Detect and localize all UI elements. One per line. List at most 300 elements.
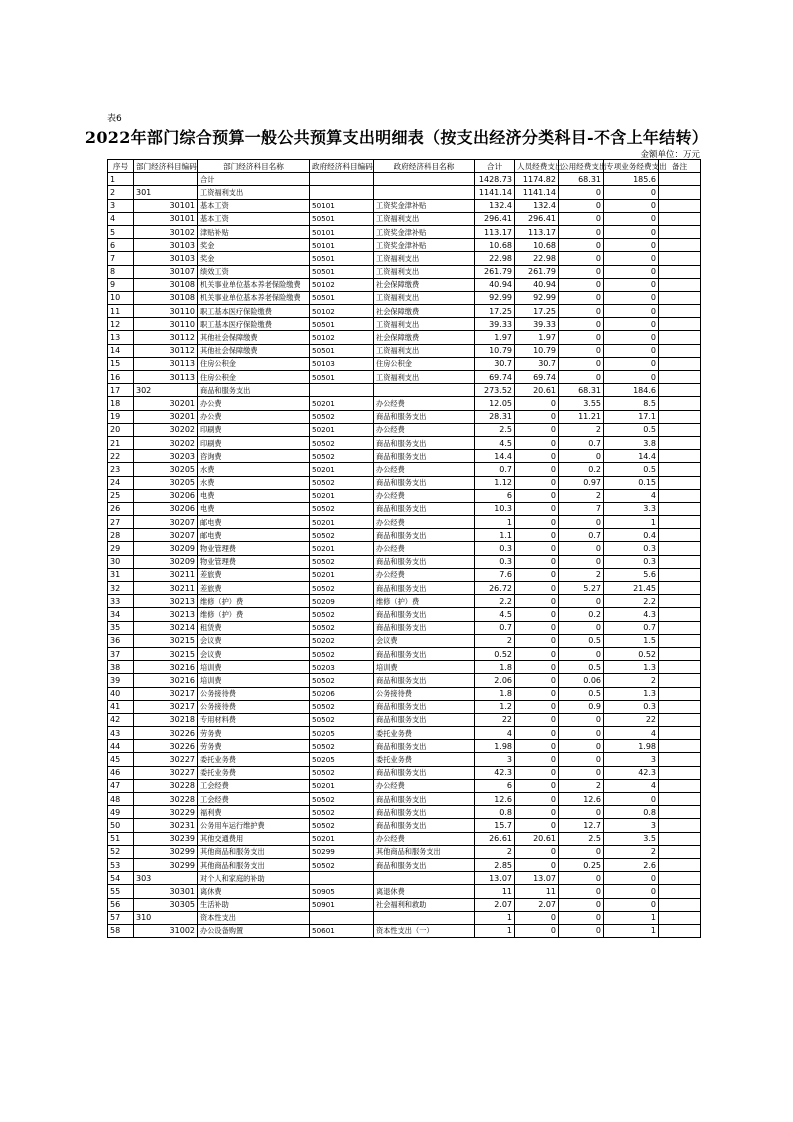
dept-name-cell: 水费 bbox=[198, 476, 310, 489]
remark-cell bbox=[659, 489, 701, 502]
gov-name-cell: 社会保障缴费 bbox=[374, 278, 475, 291]
dept-code-cell: 30101 bbox=[134, 199, 198, 212]
remark-cell bbox=[659, 740, 701, 753]
remark-cell bbox=[659, 357, 701, 370]
dept-code-cell: 30108 bbox=[134, 291, 198, 304]
seq-cell: 2 bbox=[108, 186, 134, 199]
public-cell: 0 bbox=[559, 450, 604, 463]
gov-name-cell: 商品和服务支出 bbox=[374, 674, 475, 687]
gov-code-cell: 50201 bbox=[310, 463, 374, 476]
table-row bbox=[108, 423, 701, 436]
gov-name-cell: 培训费 bbox=[374, 661, 475, 674]
personnel-cell: 0 bbox=[515, 700, 559, 713]
special-cell: 0 bbox=[604, 344, 659, 357]
table-row bbox=[108, 225, 701, 238]
public-cell: 3.55 bbox=[559, 397, 604, 410]
total-cell: 15.7 bbox=[475, 819, 515, 832]
total-cell: 2.2 bbox=[475, 595, 515, 608]
table-row bbox=[108, 410, 701, 423]
gov-code-cell: 50102 bbox=[310, 305, 374, 318]
gov-code-cell: 50501 bbox=[310, 344, 374, 357]
dept-code-cell: 30226 bbox=[134, 740, 198, 753]
dept-name-cell: 邮电费 bbox=[198, 516, 310, 529]
table-row bbox=[108, 186, 701, 199]
table-row bbox=[108, 265, 701, 278]
remark-cell bbox=[659, 858, 701, 871]
gov-code-cell bbox=[310, 173, 374, 186]
seq-cell: 37 bbox=[108, 647, 134, 660]
dept-code-cell: 30107 bbox=[134, 265, 198, 278]
special-cell: 0 bbox=[604, 186, 659, 199]
seq-cell: 7 bbox=[108, 252, 134, 265]
gov-code-cell: 50501 bbox=[310, 265, 374, 278]
total-cell: 132.4 bbox=[475, 199, 515, 212]
gov-name-cell: 商品和服务支出 bbox=[374, 713, 475, 726]
table-row bbox=[108, 291, 701, 304]
remark-cell bbox=[659, 516, 701, 529]
table-row bbox=[108, 318, 701, 331]
dept-name-cell: 办公费 bbox=[198, 410, 310, 423]
gov-code-cell: 50502 bbox=[310, 647, 374, 660]
gov-name-cell: 会议费 bbox=[374, 634, 475, 647]
table-row bbox=[108, 582, 701, 595]
gov-name-cell bbox=[374, 173, 475, 186]
dept-code-cell: 30101 bbox=[134, 212, 198, 225]
special-cell: 8.5 bbox=[604, 397, 659, 410]
dept-name-cell: 培训费 bbox=[198, 674, 310, 687]
dept-code-cell: 30103 bbox=[134, 239, 198, 252]
table-row bbox=[108, 898, 701, 911]
dept-code-cell: 30211 bbox=[134, 582, 198, 595]
table-row bbox=[108, 555, 701, 568]
personnel-cell: 0 bbox=[515, 674, 559, 687]
public-cell: 0.06 bbox=[559, 674, 604, 687]
gov-code-cell: 50101 bbox=[310, 225, 374, 238]
dept-name-cell: 物业管理费 bbox=[198, 542, 310, 555]
special-cell: 0 bbox=[604, 252, 659, 265]
personnel-cell: 0 bbox=[515, 476, 559, 489]
special-cell: 1 bbox=[604, 516, 659, 529]
public-cell: 0 bbox=[559, 344, 604, 357]
dept-code-cell: 30227 bbox=[134, 753, 198, 766]
remark-cell bbox=[659, 885, 701, 898]
total-cell: 1.1 bbox=[475, 529, 515, 542]
gov-code-cell bbox=[310, 911, 374, 924]
public-cell: 0.7 bbox=[559, 436, 604, 449]
table-row bbox=[108, 489, 701, 502]
personnel-cell: 0 bbox=[515, 555, 559, 568]
seq-cell: 21 bbox=[108, 436, 134, 449]
public-cell: 0 bbox=[559, 753, 604, 766]
table-row bbox=[108, 608, 701, 621]
remark-cell bbox=[659, 423, 701, 436]
remark-cell bbox=[659, 239, 701, 252]
gov-code-cell: 50201 bbox=[310, 568, 374, 581]
public-cell: 0 bbox=[559, 595, 604, 608]
gov-code-cell: 50502 bbox=[310, 700, 374, 713]
personnel-cell: 0 bbox=[515, 502, 559, 515]
public-cell: 0 bbox=[559, 331, 604, 344]
remark-cell bbox=[659, 225, 701, 238]
personnel-cell: 0 bbox=[515, 595, 559, 608]
gov-name-cell: 工资福利支出 bbox=[374, 212, 475, 225]
total-cell: 22.98 bbox=[475, 252, 515, 265]
special-cell: 0.52 bbox=[604, 647, 659, 660]
seq-cell: 20 bbox=[108, 423, 134, 436]
gov-code-cell: 50101 bbox=[310, 199, 374, 212]
special-cell: 2.6 bbox=[604, 858, 659, 871]
remark-cell bbox=[659, 634, 701, 647]
public-cell: 0 bbox=[559, 621, 604, 634]
seq-cell: 34 bbox=[108, 608, 134, 621]
public-cell: 2 bbox=[559, 568, 604, 581]
remark-cell bbox=[659, 819, 701, 832]
public-cell: 68.31 bbox=[559, 173, 604, 186]
gov-code-cell: 50205 bbox=[310, 753, 374, 766]
col-header-remark: 备注 bbox=[659, 160, 701, 173]
dept-code-cell: 30211 bbox=[134, 568, 198, 581]
public-cell: 0.2 bbox=[559, 608, 604, 621]
personnel-cell: 0 bbox=[515, 806, 559, 819]
dept-code-cell: 30206 bbox=[134, 502, 198, 515]
gov-code-cell: 50502 bbox=[310, 621, 374, 634]
gov-code-cell: 50201 bbox=[310, 779, 374, 792]
special-cell: 5.6 bbox=[604, 568, 659, 581]
budget-detail-table bbox=[107, 159, 701, 938]
remark-cell bbox=[659, 265, 701, 278]
seq-cell: 5 bbox=[108, 225, 134, 238]
gov-name-cell bbox=[374, 186, 475, 199]
dept-name-cell: 办公设备购置 bbox=[198, 924, 310, 937]
remark-cell bbox=[659, 173, 701, 186]
seq-cell: 24 bbox=[108, 476, 134, 489]
total-cell: 6 bbox=[475, 779, 515, 792]
total-cell: 1428.73 bbox=[475, 173, 515, 186]
special-cell: 184.6 bbox=[604, 384, 659, 397]
remark-cell bbox=[659, 911, 701, 924]
dept-name-cell: 培训费 bbox=[198, 661, 310, 674]
seq-cell: 54 bbox=[108, 872, 134, 885]
remark-cell bbox=[659, 199, 701, 212]
gov-code-cell: 50103 bbox=[310, 357, 374, 370]
total-cell: 0.7 bbox=[475, 621, 515, 634]
remark-cell bbox=[659, 898, 701, 911]
gov-code-cell: 50501 bbox=[310, 291, 374, 304]
remark-cell bbox=[659, 450, 701, 463]
col-header-public: 公用经费支出 bbox=[559, 160, 604, 173]
dept-code-cell: 30216 bbox=[134, 661, 198, 674]
public-cell: 2 bbox=[559, 779, 604, 792]
table-row bbox=[108, 779, 701, 792]
total-cell: 1 bbox=[475, 516, 515, 529]
remark-cell bbox=[659, 779, 701, 792]
table-row bbox=[108, 647, 701, 660]
personnel-cell: 17.25 bbox=[515, 305, 559, 318]
dept-code-cell: 30203 bbox=[134, 450, 198, 463]
seq-cell: 31 bbox=[108, 568, 134, 581]
public-cell: 0 bbox=[559, 898, 604, 911]
table-row bbox=[108, 305, 701, 318]
dept-name-cell: 工会经费 bbox=[198, 779, 310, 792]
gov-name-cell: 办公经费 bbox=[374, 423, 475, 436]
gov-code-cell: 50502 bbox=[310, 674, 374, 687]
public-cell: 0 bbox=[559, 555, 604, 568]
total-cell: 17.25 bbox=[475, 305, 515, 318]
dept-name-cell: 奖金 bbox=[198, 239, 310, 252]
dept-name-cell: 公务用车运行维护费 bbox=[198, 819, 310, 832]
seq-cell: 11 bbox=[108, 305, 134, 318]
remark-cell bbox=[659, 582, 701, 595]
gov-code-cell: 50502 bbox=[310, 450, 374, 463]
total-cell: 0.8 bbox=[475, 806, 515, 819]
seq-cell: 52 bbox=[108, 845, 134, 858]
dept-code-cell: 30112 bbox=[134, 344, 198, 357]
gov-code-cell: 50101 bbox=[310, 239, 374, 252]
remark-cell bbox=[659, 845, 701, 858]
remark-cell bbox=[659, 529, 701, 542]
public-cell: 68.31 bbox=[559, 384, 604, 397]
remark-cell bbox=[659, 766, 701, 779]
dept-name-cell: 水费 bbox=[198, 463, 310, 476]
personnel-cell: 0 bbox=[515, 845, 559, 858]
gov-code-cell: 50205 bbox=[310, 727, 374, 740]
gov-code-cell: 50502 bbox=[310, 793, 374, 806]
table-row bbox=[108, 661, 701, 674]
dept-code-cell: 30218 bbox=[134, 713, 198, 726]
special-cell: 0.15 bbox=[604, 476, 659, 489]
dept-code-cell: 30202 bbox=[134, 436, 198, 449]
personnel-cell: 0 bbox=[515, 727, 559, 740]
remark-cell bbox=[659, 753, 701, 766]
public-cell: 0 bbox=[559, 199, 604, 212]
remark-cell bbox=[659, 727, 701, 740]
dept-code-cell: 31002 bbox=[134, 924, 198, 937]
total-cell: 4 bbox=[475, 727, 515, 740]
gov-name-cell: 工资奖金津补贴 bbox=[374, 225, 475, 238]
table-row bbox=[108, 819, 701, 832]
total-cell: 1.8 bbox=[475, 661, 515, 674]
remark-cell bbox=[659, 384, 701, 397]
seq-cell: 13 bbox=[108, 331, 134, 344]
remark-cell bbox=[659, 331, 701, 344]
seq-cell: 42 bbox=[108, 713, 134, 726]
gov-name-cell: 商品和服务支出 bbox=[374, 819, 475, 832]
gov-code-cell: 50502 bbox=[310, 436, 374, 449]
dept-code-cell: 30301 bbox=[134, 885, 198, 898]
gov-code-cell: 50201 bbox=[310, 832, 374, 845]
remark-cell bbox=[659, 700, 701, 713]
gov-code-cell: 50299 bbox=[310, 845, 374, 858]
col-header-gov-code: 政府经济科目编码 bbox=[310, 160, 374, 173]
dept-name-cell: 办公费 bbox=[198, 397, 310, 410]
gov-name-cell: 住房公积金 bbox=[374, 357, 475, 370]
special-cell: 0 bbox=[604, 199, 659, 212]
special-cell: 3 bbox=[604, 819, 659, 832]
dept-name-cell: 公务接待费 bbox=[198, 687, 310, 700]
gov-name-cell: 工资奖金津补贴 bbox=[374, 239, 475, 252]
dept-code-cell: 30103 bbox=[134, 252, 198, 265]
special-cell: 0 bbox=[604, 318, 659, 331]
personnel-cell: 0 bbox=[515, 924, 559, 937]
special-cell: 185.6 bbox=[604, 173, 659, 186]
special-cell: 3.3 bbox=[604, 502, 659, 515]
total-cell: 12.05 bbox=[475, 397, 515, 410]
seq-cell: 50 bbox=[108, 819, 134, 832]
total-cell: 1.2 bbox=[475, 700, 515, 713]
remark-cell bbox=[659, 806, 701, 819]
dept-name-cell: 机关事业单位基本养老保险缴费 bbox=[198, 291, 310, 304]
gov-name-cell: 办公经费 bbox=[374, 397, 475, 410]
personnel-cell: 0 bbox=[515, 647, 559, 660]
remark-cell bbox=[659, 568, 701, 581]
table-row bbox=[108, 713, 701, 726]
personnel-cell: 0 bbox=[515, 450, 559, 463]
personnel-cell: 0 bbox=[515, 489, 559, 502]
dept-code-cell: 30209 bbox=[134, 555, 198, 568]
total-cell: 4.5 bbox=[475, 436, 515, 449]
gov-name-cell: 委托业务费 bbox=[374, 753, 475, 766]
dept-name-cell: 其他商品和服务支出 bbox=[198, 845, 310, 858]
dept-name-cell: 维修（护）费 bbox=[198, 595, 310, 608]
public-cell: 2.5 bbox=[559, 832, 604, 845]
table-row bbox=[108, 806, 701, 819]
gov-name-cell: 工资福利支出 bbox=[374, 252, 475, 265]
gov-name-cell: 维修（护）费 bbox=[374, 595, 475, 608]
public-cell: 11.21 bbox=[559, 410, 604, 423]
dept-code-cell: 302 bbox=[134, 384, 198, 397]
personnel-cell: 40.94 bbox=[515, 278, 559, 291]
table-body bbox=[108, 173, 701, 938]
remark-cell bbox=[659, 647, 701, 660]
table-row bbox=[108, 727, 701, 740]
col-header-gov-name: 政府经济科目名称 bbox=[374, 160, 475, 173]
personnel-cell: 132.4 bbox=[515, 199, 559, 212]
table-row bbox=[108, 753, 701, 766]
gov-name-cell: 商品和服务支出 bbox=[374, 700, 475, 713]
total-cell: 1.98 bbox=[475, 740, 515, 753]
gov-code-cell: 50901 bbox=[310, 898, 374, 911]
gov-code-cell: 50201 bbox=[310, 542, 374, 555]
personnel-cell: 261.79 bbox=[515, 265, 559, 278]
col-header-personnel: 人员经费支出 bbox=[515, 160, 559, 173]
public-cell: 0 bbox=[559, 542, 604, 555]
total-cell: 26.61 bbox=[475, 832, 515, 845]
dept-code-cell: 30305 bbox=[134, 898, 198, 911]
special-cell: 4.3 bbox=[604, 608, 659, 621]
gov-code-cell: 50501 bbox=[310, 252, 374, 265]
public-cell: 0 bbox=[559, 806, 604, 819]
total-cell: 39.33 bbox=[475, 318, 515, 331]
dept-name-cell: 差旅费 bbox=[198, 582, 310, 595]
seq-cell: 51 bbox=[108, 832, 134, 845]
table-row bbox=[108, 516, 701, 529]
seq-cell: 39 bbox=[108, 674, 134, 687]
dept-name-cell: 津贴补贴 bbox=[198, 225, 310, 238]
remark-cell bbox=[659, 476, 701, 489]
table-row bbox=[108, 239, 701, 252]
remark-cell bbox=[659, 436, 701, 449]
dept-name-cell: 绩效工资 bbox=[198, 265, 310, 278]
gov-name-cell bbox=[374, 872, 475, 885]
remark-cell bbox=[659, 674, 701, 687]
gov-name-cell: 商品和服务支出 bbox=[374, 806, 475, 819]
public-cell: 0 bbox=[559, 924, 604, 937]
special-cell: 0 bbox=[604, 357, 659, 370]
dept-name-cell: 工资福利支出 bbox=[198, 186, 310, 199]
table-row bbox=[108, 436, 701, 449]
dept-name-cell: 电费 bbox=[198, 489, 310, 502]
special-cell: 0 bbox=[604, 872, 659, 885]
dept-name-cell: 邮电费 bbox=[198, 529, 310, 542]
special-cell: 0.5 bbox=[604, 463, 659, 476]
remark-cell bbox=[659, 463, 701, 476]
dept-name-cell: 合计 bbox=[198, 173, 310, 186]
dept-code-cell: 30207 bbox=[134, 529, 198, 542]
table-row bbox=[108, 384, 701, 397]
seq-cell: 12 bbox=[108, 318, 134, 331]
total-cell: 12.6 bbox=[475, 793, 515, 806]
gov-code-cell: 50502 bbox=[310, 410, 374, 423]
public-cell: 0 bbox=[559, 305, 604, 318]
dept-name-cell: 会议费 bbox=[198, 634, 310, 647]
gov-name-cell: 办公经费 bbox=[374, 568, 475, 581]
special-cell: 0 bbox=[604, 212, 659, 225]
gov-code-cell: 50502 bbox=[310, 713, 374, 726]
total-cell: 28.31 bbox=[475, 410, 515, 423]
public-cell: 0 bbox=[559, 727, 604, 740]
dept-code-cell: 30213 bbox=[134, 608, 198, 621]
dept-code-cell: 30113 bbox=[134, 371, 198, 384]
gov-name-cell: 商品和服务支出 bbox=[374, 555, 475, 568]
gov-name-cell: 商品和服务支出 bbox=[374, 436, 475, 449]
gov-name-cell: 办公经费 bbox=[374, 489, 475, 502]
personnel-cell: 0 bbox=[515, 687, 559, 700]
gov-name-cell: 办公经费 bbox=[374, 516, 475, 529]
total-cell: 10.68 bbox=[475, 239, 515, 252]
public-cell: 0 bbox=[559, 885, 604, 898]
seq-cell: 45 bbox=[108, 753, 134, 766]
gov-code-cell: 50501 bbox=[310, 371, 374, 384]
special-cell: 0 bbox=[604, 265, 659, 278]
public-cell: 5.27 bbox=[559, 582, 604, 595]
table-row bbox=[108, 463, 701, 476]
public-cell: 0.25 bbox=[559, 858, 604, 871]
public-cell: 0.9 bbox=[559, 700, 604, 713]
seq-cell: 26 bbox=[108, 502, 134, 515]
table-row bbox=[108, 199, 701, 212]
total-cell: 1.97 bbox=[475, 331, 515, 344]
seq-cell: 10 bbox=[108, 291, 134, 304]
seq-cell: 29 bbox=[108, 542, 134, 555]
dept-code-cell: 30205 bbox=[134, 463, 198, 476]
total-cell: 2.5 bbox=[475, 423, 515, 436]
total-cell: 2.85 bbox=[475, 858, 515, 871]
dept-name-cell: 专用材料费 bbox=[198, 713, 310, 726]
table-row bbox=[108, 595, 701, 608]
dept-name-cell: 职工基本医疗保险缴费 bbox=[198, 318, 310, 331]
dept-name-cell: 资本性支出 bbox=[198, 911, 310, 924]
seq-cell: 3 bbox=[108, 199, 134, 212]
dept-code-cell: 30239 bbox=[134, 832, 198, 845]
total-cell: 273.52 bbox=[475, 384, 515, 397]
special-cell: 0.3 bbox=[604, 542, 659, 555]
personnel-cell: 0 bbox=[515, 397, 559, 410]
dept-code-cell: 30207 bbox=[134, 516, 198, 529]
personnel-cell: 20.61 bbox=[515, 832, 559, 845]
total-cell: 0.52 bbox=[475, 647, 515, 660]
special-cell: 1.3 bbox=[604, 661, 659, 674]
total-cell: 2 bbox=[475, 634, 515, 647]
